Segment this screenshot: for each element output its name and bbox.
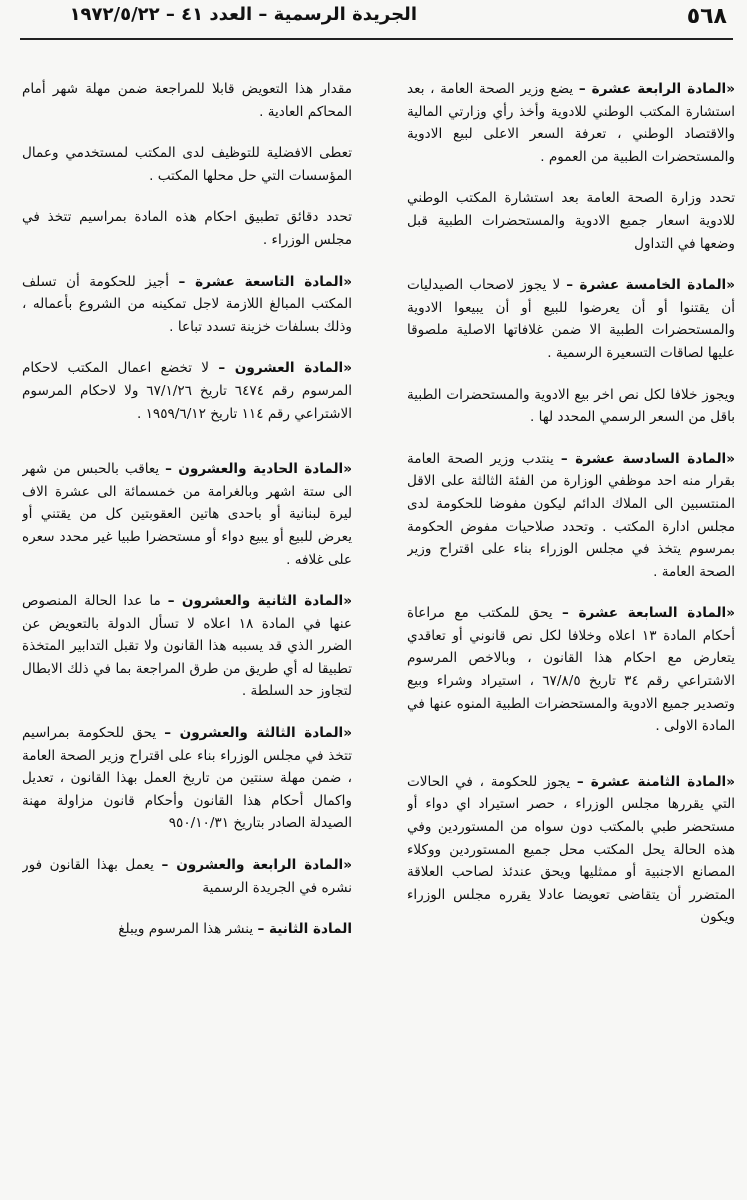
paragraph: تحدد دقائق تطبيق احكام هذه المادة بمراسيم تتخذ في مجلس الوزراء . bbox=[22, 209, 352, 248]
paragraph: «المادة الثانية والعشرون – ما عدا الحالة المنصوص عنها في المادة ١٨ اعلاه لا تسأل الدولة بالتعويض عن الضرر الذي قد يسببه هذا القانون ولا تقبل التدابير المتخذة تطبيقا له أي طريق من طرق المراجعة بما في ذلك الابطال لتجاوز حد السلطة . bbox=[22, 593, 352, 700]
paragraph: «المادة الحادية والعشرون – يعاقب بالحبس من شهر الى ستة اشهر وبالغرامة من خمسمائة الى عشرة الاف ليرة لبنانية أو باحدى هاتين العقوبتين كل من يقتني أو يعرض للبيع أو يبيع دواء أو مستحضرا طبيا غير محدد سعره على غلافه . bbox=[22, 461, 352, 568]
gazette-title: الجريدة الرسمية – العدد ٤١ – ١٩٧٢/٥/٢٢ bbox=[69, 4, 417, 25]
right-column bbox=[407, 78, 735, 1193]
paragraph: ويجوز خلافا لكل نص اخر بيع الادوية والمستحضرات الطبية باقل من السعر الرسمي المحدد لها . bbox=[407, 386, 735, 426]
paragraph: «المادة الثالثة والعشرون – يحق للحكومة بمراسيم تتخذ في مجلس الوزراء بناء على اقتراح وزير الصحة العامة ، ضمن مهلة سنتين من تاريخ العمل بهذا القانون ، تعديل واكمال أحكام هذا القانون وأحكام قانون مزاولة مهنة الصيدلة الصادر بتاريخ ٩٥٠/١٠/٣١ bbox=[22, 725, 352, 832]
header-rule bbox=[20, 38, 733, 40]
paragraph: تعطى الافضلية للتوظيف لدى المكتب لمستخدمي وعمال المؤسسات التي حل محلها المكتب . bbox=[22, 145, 352, 184]
paragraph: «المادة السابعة عشرة – يحق للمكتب مع مراعاة أحكام المادة ١٣ اعلاه وخلافا لكل نص قانوني أو تعاقدي يتعارض مع احكام هذا القانون ، وبالاخص المرسوم الاشتراعي رقم ٣٤ تاريخ ٦٧/٨/٥ ، استيراد وشراء وبيع وتصدير جميع الادوية والمستحضرات الطبية المنوه عنها في المادة الاولى . bbox=[407, 605, 735, 735]
paragraph: مقدار هذا التعويض قابلا للمراجعة ضمن مهلة شهر أمام المحاكم العادية . bbox=[22, 81, 352, 120]
paragraph: «المادة السادسة عشرة – ينتدب وزير الصحة العامة بقرار منه احد موظفي الوزارة من الفئة الثالثة على الاقل المنتسبين الى الملاك الدائم ليكون مفوضا للحكومة لدى مجلس ادارة المكتب . وتحدد صلاحيات مفوض الحكومة بمرسوم يتخذ في مجلس الوزراء بناء على اقتراح وزير الصحة العامة . bbox=[407, 450, 735, 580]
paragraph: «المادة الرابعة عشرة – يضع وزير الصحة العامة ، بعد استشارة المكتب الوطني للادوية وأخذ رأي وزارتي المالية والاقتصاد الوطني ، تعرفة السعر الاعلى لبيع الادوية والمستحضرات الطبية من العموم . bbox=[407, 81, 735, 165]
paragraph: «المادة الرابعة والعشرون – يعمل بهذا القانون فور نشره في الجريدة الرسمية bbox=[22, 857, 352, 896]
paragraph: «المادة الخامسة عشرة – لا يجوز لاصحاب الصيدليات أن يقتنوا أو أن يعرضوا للبيع أو أن يبيعوا الادوية والمستحضرات الطبية الا ضمن غلافاتها الاصلية ملصوقا عليها لصاقات التسعيرة الرسمية . bbox=[407, 277, 735, 361]
paragraph: «المادة العشرون – لا تخضع اعمال المكتب لاحكام المرسوم رقم ٦٤٧٤ تاريخ ٦٧/١/٢٦ ولا لاحكام المرسوم الاشتراعي رقم ١١٤ تاريخ ١٩٥٩/٦/١٢ . bbox=[22, 360, 352, 422]
left-column bbox=[22, 78, 352, 1193]
paragraph: المادة الثانية – ينشر هذا المرسوم ويبلغ bbox=[118, 921, 352, 938]
paragraph: تحدد وزارة الصحة العامة بعد استشارة المكتب الوطني للادوية اسعار جميع الادوية والمستحضرات الطبية قبل وضعها في التداول bbox=[407, 190, 735, 252]
page-header bbox=[0, 0, 747, 44]
paragraph: «المادة التاسعة عشرة – أجيز للحكومة أن تسلف المكتب المبالغ اللازمة لاجل تمكينه من الشروع بأعماله ، وذلك بسلفات خزينة تسدد تباعا . bbox=[22, 273, 352, 335]
paragraph: «المادة الثامنة عشرة – يجوز للحكومة ، في الحالات التي يقررها مجلس الوزراء ، حصر استيراد اي دواء أو مستحضر طبي بالمكتب دون سواه من المستوردين وفي هذه الحالة يحل المكتب محل جميع المستوردين ووكلاء المصانع الاجنبية أو ممثليها ويحق عندئذ لصاحب العلاقة المتضرر أن يتقاضى تعويضا عادلا يقرره مجلس الوزراء ويكون bbox=[407, 773, 735, 926]
page-number: ٥٦٨ bbox=[686, 4, 727, 29]
